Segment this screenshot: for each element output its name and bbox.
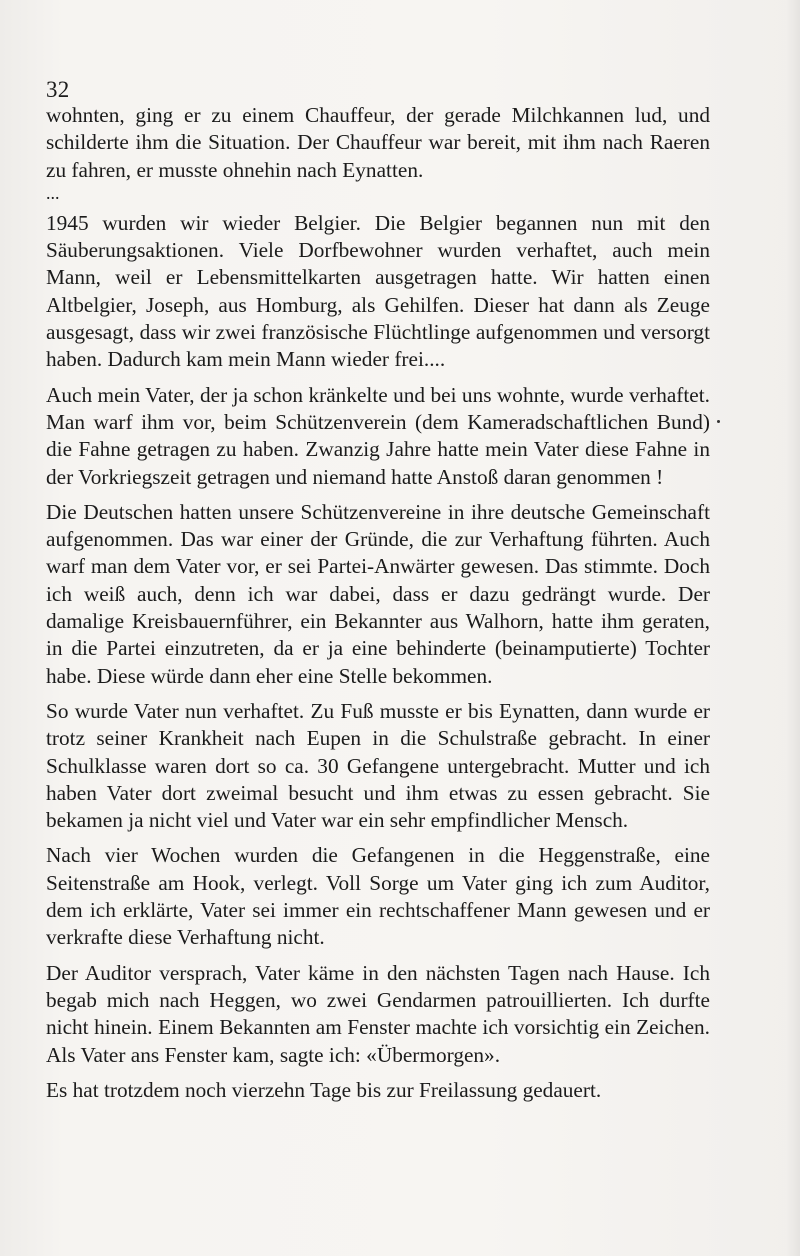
stray-dot [717, 420, 720, 423]
paragraph-7: Der Auditor versprach, Vater käme in den nächsten Tagen nach Hause. Ich begab mich nach Heggen, wo zwei Gendarmen patrouillierten. Ich durfte nicht hinein. Einem Bekannten am Fenster machte ich vorsichtig ein Zeichen. Als Vater ans Fenster kam, sagte ich: «Übermorgen». [46, 960, 710, 1067]
paragraph-2: 1945 wurden wir wieder Belgier. Die Belgier begannen nun mit den Säuberungsaktionen. Viele Dorfbewohner wurden verhaftet, auch mein Mann, weil er Lebensmittelkarten ausgetragen hatte. Wir hatten einen Altbelgier, Joseph, aus Homburg, als Gehilfen. Dieser hat dann als Zeuge ausgesagt, dass wir zwei französische Flüchtlinge aufgenommen und versorgt haben. Dadurch kam mein Mann wieder frei.... [46, 210, 710, 372]
page-edge-shadow [786, 0, 800, 1256]
page-number: 32 [46, 77, 70, 102]
paragraph-4: Die Deutschen hatten unsere Schützenvereine in ihre deutsche Gemeinschaft aufgenommen. Das war einer der Gründe, die zur Verhaftung führten. Auch warf man dem Vater vor, er sei Partei-Anwärter gewesen. Das stimmte. Doch ich weiß auch, denn ich war dabei, dass er dazu gedrängt wurde. Der damalige Kreisbauernführer, ein Bekannter aus Walhorn, hatte ihm geraten, in die Partei einzutreten, da er ja eine behinderte (beinamputierte) Tochter habe. Diese würde dann eher eine Stelle bekommen. [46, 499, 710, 688]
paragraph-8: Es hat trotzdem noch vierzehn Tage bis zur Freilassung gedauert. [46, 1077, 602, 1102]
paragraph-3: Auch mein Vater, der ja schon kränkelte und bei uns wohnte, wurde verhaftet. Man warf ihm vor, beim Schützenverein (dem Kameradschaftlichen Bund) die Fahne getragen zu haben. Zwanzig Jahre hatte mein Vater diese Fahne in der Vorkriegszeit getragen und niemand hatte Anstoß daran genommen ! [46, 382, 710, 489]
paragraph-5: So wurde Vater nun verhaftet. Zu Fuß musste er bis Eynatten, dann wurde er trotz seiner Krankheit nach Eupen in die Schulstraße gebracht. In einer Schulklasse waren dort so ca. 30 Gefangene untergebracht. Mutter und ich haben Vater dort zweimal besucht und ihm etwas zu essen gebracht. Sie bekamen ja nicht viel und Vater war ein sehr empfindlicher Mensch. [46, 698, 710, 833]
paragraph-1: wohnten, ging er zu einem Chauffeur, der gerade Milchkannen lud, und schilderte ihm die Situation. Der Chauffeur war bereit, mit ihm nach Raeren zu fahren, er musste ohnehin nach Eynatten. [46, 103, 710, 182]
paragraph-6: Nach vier Wochen wurden die Gefangenen in die Heggenstraße, eine Seitenstraße am Hook, verlegt. Voll Sorge um Vater ging ich zum Auditor, dem ich erklärte, Vater sei immer ein rechtschaffener Mann gewesen und er verkrafte diese Verhaftung nicht. [46, 843, 710, 950]
page-body [46, 102, 710, 1112]
ellipsis-line: ... [46, 182, 60, 203]
